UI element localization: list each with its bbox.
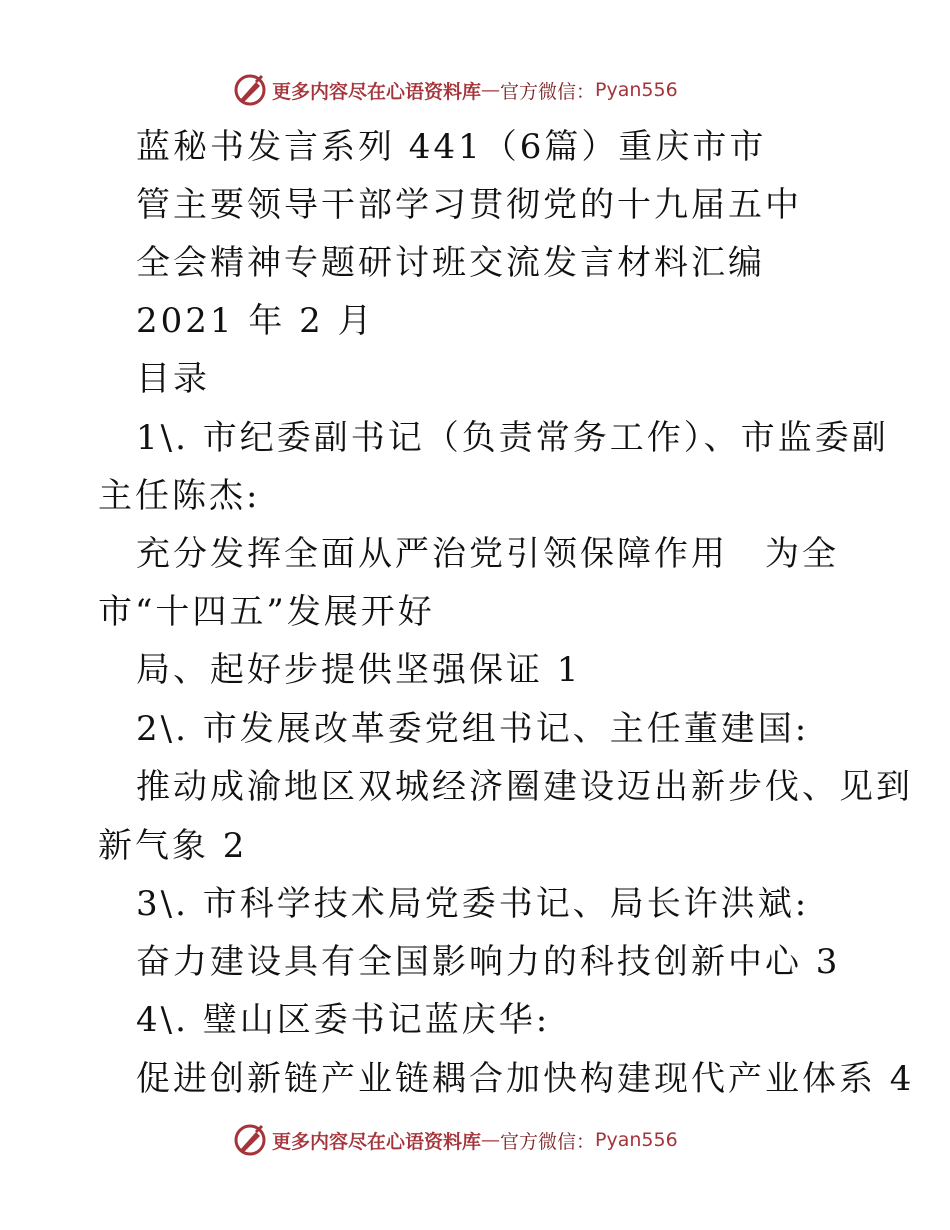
- toc-entry-3-topic[interactable]: 奋力建设具有全国影响力的科技创新中心 3: [136, 942, 841, 982]
- quill-pen-circle-icon: [232, 72, 268, 108]
- watermark-wechat-label: 官方微信：: [500, 1130, 596, 1153]
- toc-entry-2-topic[interactable]: 推动成渝地区双城经济圈建设迈出新步伐、见到: [136, 767, 913, 807]
- toc-entry-4-topic[interactable]: 促进创新链产业链耦合加快构建现代产业体系 4: [136, 1059, 915, 1099]
- watermark-wechat-label: 官方微信：: [500, 80, 596, 103]
- watermark-separator: —: [481, 1129, 501, 1151]
- quill-pen-circle-icon: [232, 1122, 268, 1158]
- toc-entry-1-speaker[interactable]: 1\. 市纪委副书记（负责常务工作）、市监委副: [136, 418, 889, 458]
- watermark-site-text: 更多内容尽在心语资料库: [272, 1130, 482, 1153]
- toc-entry-1-topic-cont[interactable]: 市“十四五”发展开好: [98, 592, 435, 632]
- toc-heading: 目录: [136, 359, 210, 399]
- watermark-wechat-id: Pyan556: [595, 79, 678, 101]
- document-title-line-1: 蓝秘书发言系列 441（6篇）重庆市市: [136, 127, 767, 167]
- watermark-wechat-id: Pyan556: [595, 1129, 678, 1151]
- header-watermark: [232, 70, 678, 110]
- document-date: 2021 年 2 月: [136, 301, 375, 341]
- watermark-separator: —: [481, 79, 501, 101]
- watermark-site-text: 更多内容尽在心语资料库: [272, 80, 482, 103]
- toc-entry-3-speaker[interactable]: 3\. 市科学技术局党委书记、局长许洪斌:: [136, 884, 810, 924]
- toc-entry-1-topic-cont-2[interactable]: 局、起好步提供坚强保证 1: [136, 650, 582, 690]
- toc-entry-1-speaker-cont[interactable]: 主任陈杰:: [98, 476, 261, 516]
- toc-entry-2-topic-cont[interactable]: 新气象 2: [98, 826, 248, 866]
- toc-entry-4-speaker[interactable]: 4\. 璧山区委书记蓝庆华:: [136, 1000, 551, 1040]
- toc-entry-2-speaker[interactable]: 2\. 市发展改革委党组书记、主任董建国:: [136, 709, 810, 749]
- document-title-line-2: 管主要领导干部学习贯彻党的十九届五中: [136, 185, 802, 225]
- document-title-line-3: 全会精神专题研讨班交流发言材料汇编: [136, 243, 765, 283]
- toc-entry-1-topic[interactable]: 充分发挥全面从严治党引领保障作用 为全: [136, 534, 839, 574]
- footer-watermark: [232, 1120, 678, 1160]
